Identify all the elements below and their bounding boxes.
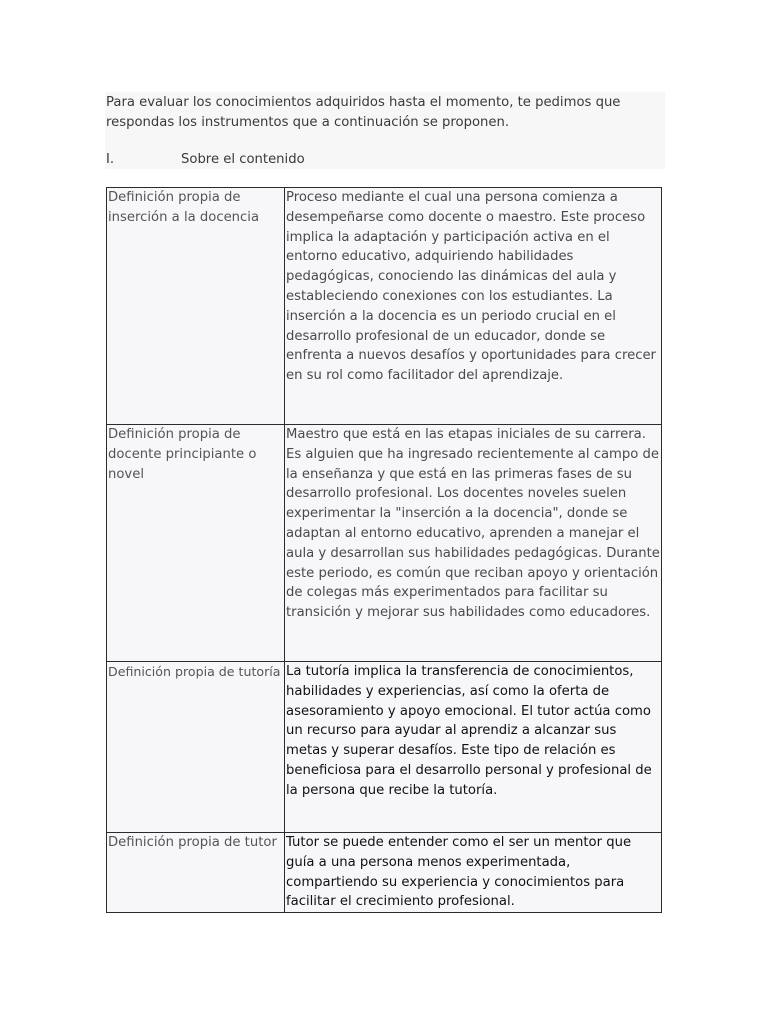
term-cell <box>107 833 285 913</box>
term-cell <box>107 425 285 662</box>
definitions-table <box>106 187 662 913</box>
definition-cell: Proceso mediante el cual una persona comienza a desempeñarse como docente o maestro. Este proceso implica la adaptación y participación activa en el entorno educativo, adquiriendo habilidades pedagógicas, conociendo las dinámicas del aula y estableciendo conexiones con los estudiantes. La inserción a la docencia es un periodo crucial en el desarrollo profesional de un educador, donde se enfrenta a nuevos desafíos y oportunidades para crecer en su rol como facilitador del aprendizaje. <box>285 188 662 425</box>
section-heading <box>106 150 305 170</box>
table-row <box>107 188 662 425</box>
table-row <box>107 662 662 833</box>
table-row <box>107 425 662 662</box>
definition-cell: Maestro que está en las etapas iniciales de su carrera. Es alguien que ha ingresado recientemente al campo de la enseñanza y que está en las primeras fases de su desarrollo profesional. Los docentes noveles suelen experimentar la "inserción a la docencia", donde se adaptan al entorno educativo, aprenden a manejar el aula y desarrollan sus habilidades pedagógicas. Durante este periodo, es común que reciban apoyo y orientación de colegas más experimentados para facilitar su transición y mejorar sus habilidades como educadores. <box>285 425 662 662</box>
term-label: Definición propia de docente principiante o novel <box>108 427 257 482</box>
instructions-paragraph: Para evaluar los conocimientos adquiridos hasta el momento, te pedimos que respondas los instrumentos que a continuación se proponen. <box>106 95 621 130</box>
term-label: Definición propia de inserción a la docencia <box>108 190 260 225</box>
section-number: I. <box>106 152 115 167</box>
instructions-block <box>105 92 665 169</box>
term-label: Definición propia de tutor <box>108 835 277 850</box>
section-title: Sobre el contenido <box>181 152 305 167</box>
term-cell <box>107 662 285 833</box>
definition-cell: Tutor se puede entender como el ser un mentor que guía a una persona menos experimentada, compartiendo su experiencia y conocimientos para facilitar el crecimiento profesional. <box>285 833 662 913</box>
table-row <box>107 833 662 913</box>
definition-cell: La tutoría implica la transferencia de conocimientos, habilidades y experiencias, así como la oferta de asesoramiento y apoyo emocional. El tutor actúa como un recurso para ayudar al aprendiz a alcanzar sus metas y superar desafíos. Este tipo de relación es beneficiosa para el desarrollo personal y profesional de la persona que recibe la tutoría. <box>285 662 662 833</box>
term-cell <box>107 188 285 425</box>
term-label: Definición propia de tutoría <box>108 664 281 679</box>
